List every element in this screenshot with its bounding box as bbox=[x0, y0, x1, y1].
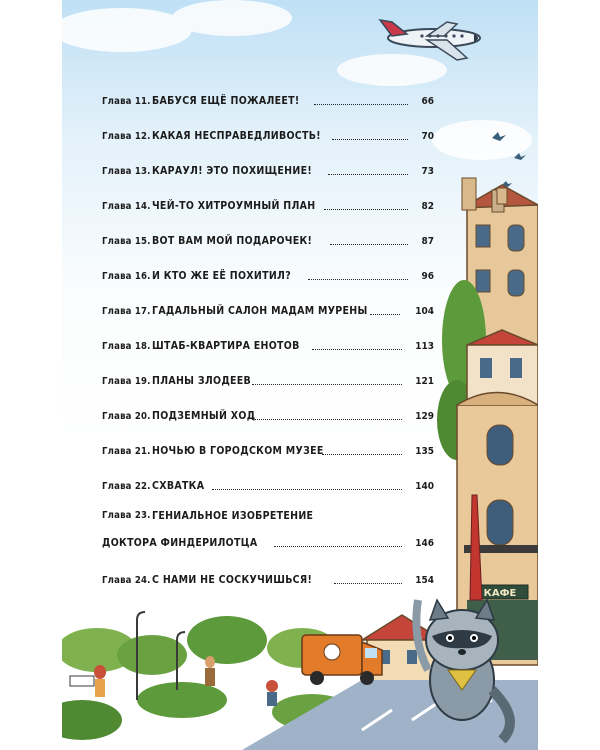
toc-entry-13 bbox=[102, 158, 434, 180]
dot-leader bbox=[312, 349, 402, 350]
toc-entry-16 bbox=[102, 263, 434, 285]
page-number: 146 bbox=[415, 538, 434, 549]
toc-entry-23 bbox=[102, 510, 434, 552]
dot-leader bbox=[330, 244, 408, 245]
chapter-title: КАРАУЛ! ЭТО ПОХИЩЕНИЕ! bbox=[152, 165, 312, 177]
toc-entry-18 bbox=[102, 333, 434, 355]
page-number: 73 bbox=[421, 166, 434, 177]
chapter-label: Глава 13. bbox=[102, 166, 151, 177]
page-number: 104 bbox=[415, 306, 434, 317]
chapter-title: КАКАЯ НЕСПРАВЕДЛИВОСТЬ! bbox=[152, 130, 321, 142]
page-number: 154 bbox=[415, 575, 434, 586]
dot-leader bbox=[212, 489, 402, 490]
toc-entry-22 bbox=[102, 473, 434, 495]
cafe-sign: КАФЕ bbox=[483, 588, 517, 599]
page-number: 66 bbox=[421, 96, 434, 107]
chapter-title: И КТО ЖЕ ЕЁ ПОХИТИЛ? bbox=[152, 270, 291, 282]
page-number: 96 bbox=[421, 271, 434, 282]
chapter-label: Глава 24. bbox=[102, 575, 151, 586]
page-number: 87 bbox=[421, 236, 434, 247]
page-number: 140 bbox=[415, 481, 434, 492]
chapter-label: Глава 11. bbox=[102, 96, 151, 107]
chapter-title: ПОДЗЕМНЫЙ ХОД bbox=[152, 410, 256, 422]
chapter-title: БАБУСЯ ЕЩЁ ПОЖАЛЕЕТ! bbox=[152, 95, 300, 107]
toc-entry-12 bbox=[102, 123, 434, 145]
toc-entry-15 bbox=[102, 228, 434, 250]
toc-entry-14 bbox=[102, 193, 434, 215]
dot-leader bbox=[274, 546, 402, 547]
chapter-title-line2: ДОКТОРА ФИНДЕРИЛОТЦА bbox=[102, 537, 258, 549]
dot-leader bbox=[332, 139, 408, 140]
dot-leader bbox=[328, 174, 408, 175]
page-number: 70 bbox=[421, 131, 434, 142]
chapter-label: Глава 21. bbox=[102, 446, 151, 457]
chapter-label: Глава 12. bbox=[102, 131, 151, 142]
chapter-title: ПЛАНЫ ЗЛОДЕЕВ bbox=[152, 375, 252, 387]
page-number: 129 bbox=[415, 411, 434, 422]
toc-entry-24 bbox=[102, 567, 434, 589]
chapter-title: ШТАБ-КВАРТИРА ЕНОТОВ bbox=[152, 340, 300, 352]
chapter-title: ГАДАЛЬНЫЙ САЛОН МАДАМ МУРЕНЫ bbox=[152, 305, 368, 317]
chapter-title: СХВАТКА bbox=[152, 480, 205, 492]
dot-leader bbox=[334, 583, 402, 584]
table-of-contents bbox=[62, 0, 538, 750]
chapter-title: С НАМИ НЕ СОСКУЧИШЬСЯ! bbox=[152, 574, 313, 586]
dot-leader bbox=[314, 104, 408, 105]
chapter-title: НОЧЬЮ В ГОРОДСКОМ МУЗЕЕ bbox=[152, 445, 324, 457]
page-number: 113 bbox=[415, 341, 434, 352]
chapter-title: ВОТ ВАМ МОЙ ПОДАРОЧЕК! bbox=[152, 235, 313, 247]
chapter-label: Глава 19. bbox=[102, 376, 151, 387]
chapter-title-line1: ГЕНИАЛЬНОЕ ИЗОБРЕТЕНИЕ bbox=[152, 510, 314, 522]
chapter-title: ЧЕЙ-ТО ХИТРОУМНЫЙ ПЛАН bbox=[152, 200, 316, 212]
dot-leader bbox=[252, 419, 402, 420]
chapter-label: Глава 20. bbox=[102, 411, 151, 422]
chapter-label: Глава 16. bbox=[102, 271, 151, 282]
toc-entry-17 bbox=[102, 298, 434, 320]
page-number: 82 bbox=[421, 201, 434, 212]
book-page bbox=[62, 0, 538, 750]
chapter-label: Глава 14. bbox=[102, 201, 151, 212]
dot-leader bbox=[322, 454, 402, 455]
chapter-label: Глава 23. bbox=[102, 510, 151, 521]
toc-entry-11 bbox=[102, 88, 434, 110]
dot-leader bbox=[252, 384, 402, 385]
dot-leader bbox=[308, 279, 408, 280]
page-number: 121 bbox=[415, 376, 434, 387]
toc-entry-21 bbox=[102, 438, 434, 460]
dot-leader bbox=[370, 314, 400, 315]
dot-leader bbox=[324, 209, 408, 210]
chapter-label: Глава 17. bbox=[102, 306, 151, 317]
chapter-label: Глава 22. bbox=[102, 481, 151, 492]
page-number: 135 bbox=[415, 446, 434, 457]
chapter-label: Глава 15. bbox=[102, 236, 151, 247]
toc-entry-20 bbox=[102, 403, 434, 425]
toc-entry-19 bbox=[102, 368, 434, 390]
chapter-label: Глава 18. bbox=[102, 341, 151, 352]
